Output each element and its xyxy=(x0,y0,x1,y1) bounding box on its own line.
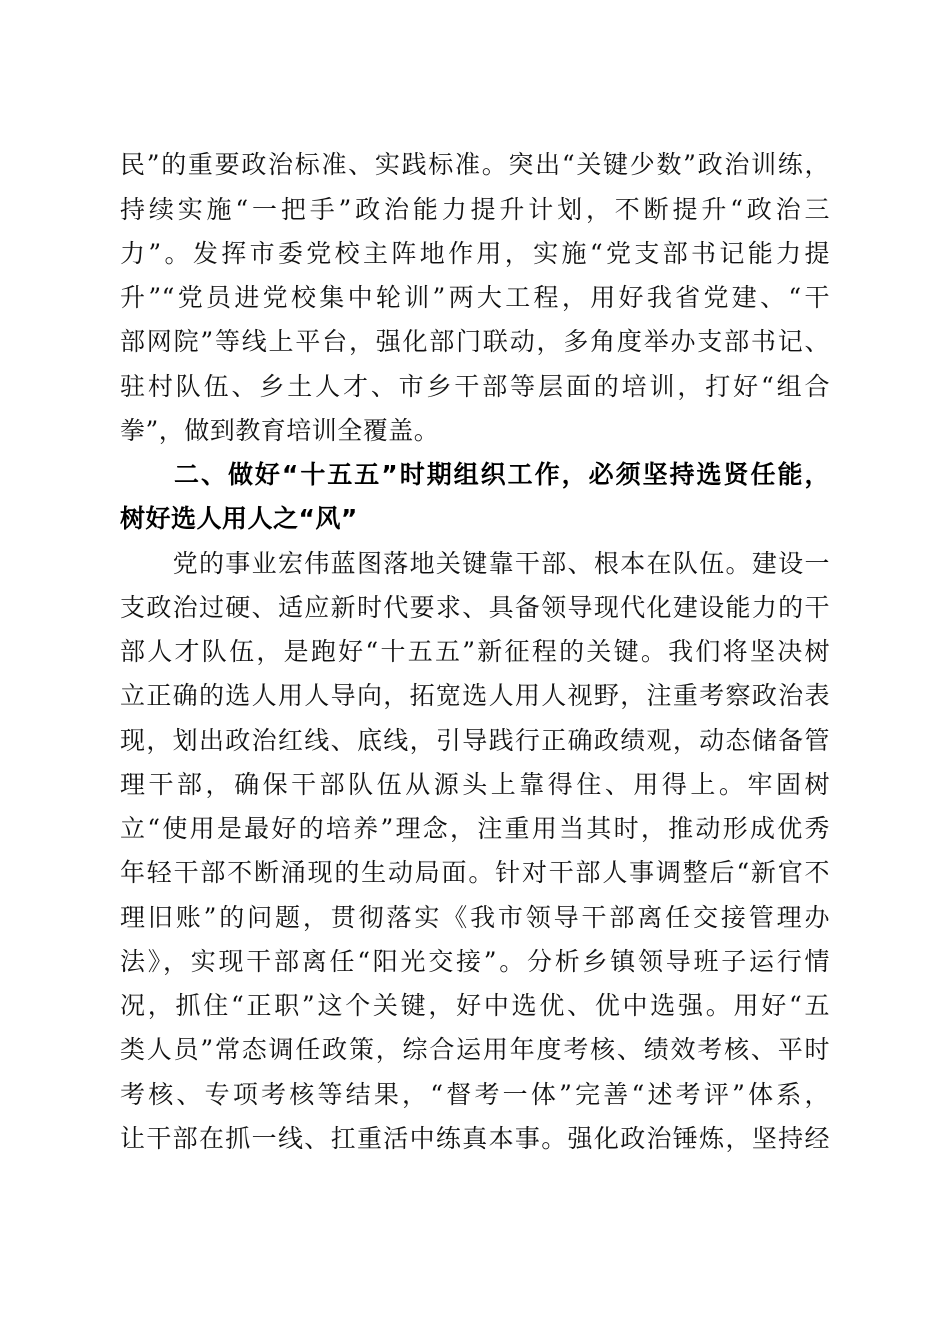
text-line: 立正确的选人用人导向，拓宽选人用人视野，注重考察政治表 xyxy=(120,681,830,710)
text-line: 法》，实现干部离任“阳光交接”。分析乡镇领导班子运行情 xyxy=(120,947,830,976)
text-line: 让干部在抓一线、扛重活中练真本事。强化政治锤炼，坚持经 xyxy=(120,1124,830,1153)
text-line: 支政治过硬、适应新时代要求、具备领导现代化建设能力的干 xyxy=(120,593,830,622)
text-line: 部网院”等线上平台，强化部门联动，多角度举办支部书记、 xyxy=(120,327,830,356)
text-line: 现，划出政治红线、底线，引导践行正确政绩观，动态储备管 xyxy=(120,726,830,755)
text-line: 拳”，做到教育培训全覆盖。 xyxy=(120,416,440,445)
text-line: 力”。发挥市委党校主阵地作用，实施“党支部书记能力提 xyxy=(120,239,830,268)
text-line: 考核、专项考核等结果，“督考一体”完善“述考评”体系， xyxy=(120,1080,830,1109)
text-line: 民”的重要政治标准、实践标准。突出“关键少数”政治训练， xyxy=(120,150,830,179)
text-line: 理旧账”的问题，贯彻落实《我市领导干部离任交接管理办 xyxy=(120,903,830,932)
text-line: 升”“党员进党校集中轮训”两大工程，用好我省党建、“干 xyxy=(120,283,830,312)
text-line: 类人员”常态调任政策，综合运用年度考核、绩效考核、平时 xyxy=(120,1035,830,1064)
heading-line: 树好选人用人之“风” xyxy=(120,504,358,533)
text-line: 持续实施“一把手”政治能力提升计划，不断提升“政治三 xyxy=(120,195,830,224)
heading-line: 二、做好“十五五”时期组织工作，必须坚持选贤任能， xyxy=(120,460,830,489)
text-line: 年轻干部不断涌现的生动局面。针对干部人事调整后“新官不 xyxy=(120,858,830,887)
text-line: 部人才队伍，是跑好“十五五”新征程的关键。我们将坚决树 xyxy=(120,637,830,666)
text-line: 立“使用是最好的培养”理念，注重用当其时，推动形成优秀 xyxy=(120,814,830,843)
text-line: 理干部，确保干部队伍从源头上靠得住、用得上。牢固树 xyxy=(120,770,830,799)
text-line: 党的事业宏伟蓝图落地关键靠干部、根本在队伍。建设一 xyxy=(120,549,830,578)
text-line: 况，抓住“正职”这个关键，好中选优、优中选强。用好“五 xyxy=(120,991,830,1020)
text-line: 驻村队伍、乡土人才、市乡干部等层面的培训，打好“组合 xyxy=(120,372,830,401)
